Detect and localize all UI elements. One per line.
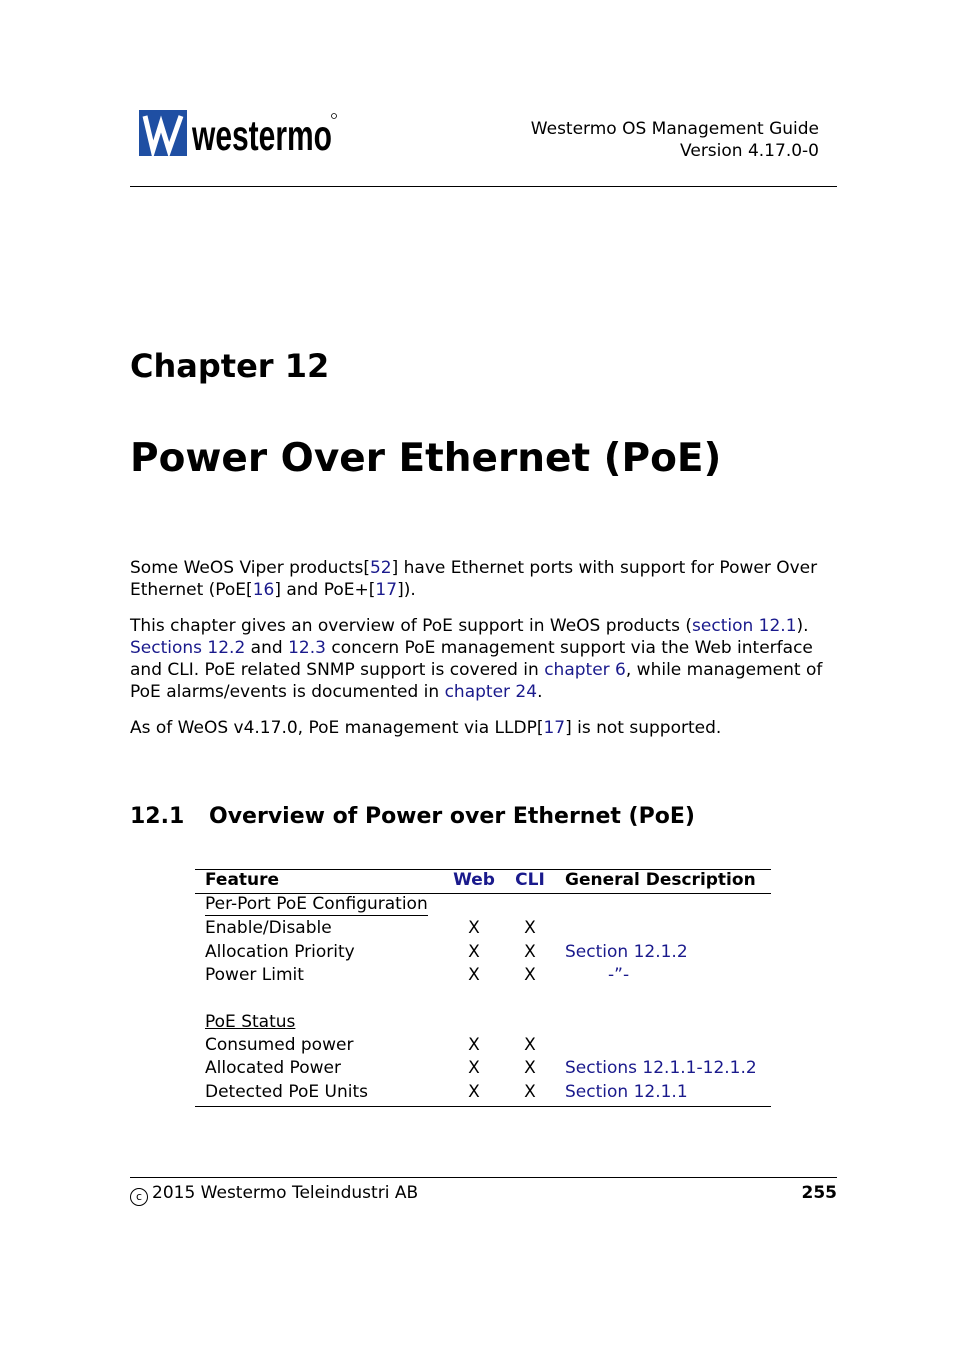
group-label-configuration: Per-Port PoE Configuration — [205, 894, 428, 914]
cli-cell: X — [524, 1082, 536, 1102]
section-heading — [130, 803, 695, 831]
guide-title: Westermo OS Management Guide — [530, 119, 819, 139]
header-web: Web — [453, 870, 495, 890]
web-cell: X — [468, 942, 480, 962]
feature-cell: Power Limit — [205, 965, 304, 985]
header-feature: Feature — [205, 870, 280, 890]
intro-paragraph-2: This chapter gives an overview of PoE support in WeOS products (section 12.1). Sections 12.2 and 12.3 concern PoE management support via the Web interface and CLI. PoE related SNMP support is covered in chapter 6, while management of PoE alarms/events is documented in chapter 24. — [130, 616, 823, 702]
intro-paragraph-3: As of WeOS v4.17.0, PoE management via LLDP[17] is not supported. — [130, 718, 722, 738]
table-row — [195, 1057, 771, 1080]
feature-cell: Consumed power — [205, 1035, 354, 1055]
cli-cell: X — [524, 1035, 536, 1055]
guide-version: Version 4.17.0-0 — [680, 141, 819, 161]
section-title: Overview of Power over Ethernet (PoE) — [209, 804, 695, 829]
chapter-label: Chapter 12 — [130, 347, 330, 385]
feature-cell: Allocation Priority — [205, 942, 355, 962]
section-link[interactable]: 12.3 — [288, 638, 326, 658]
cli-cell: X — [524, 918, 536, 938]
web-cell: X — [468, 918, 480, 938]
citation-link[interactable]: 16 — [252, 580, 275, 600]
table-row — [195, 1081, 771, 1104]
page-number: 255 — [801, 1183, 837, 1203]
group-label-status: PoE Status — [205, 1012, 296, 1032]
feature-cell: Detected PoE Units — [205, 1082, 368, 1102]
table-row — [195, 1034, 771, 1057]
description-link[interactable]: Section 12.1.1 — [565, 1082, 688, 1102]
header-divider — [130, 186, 837, 187]
web-cell: X — [468, 965, 480, 985]
cli-cell: X — [524, 965, 536, 985]
web-cell: X — [468, 1058, 480, 1078]
header-cli: CLI — [515, 870, 545, 890]
footer-copyright — [130, 1182, 418, 1206]
web-cell: X — [468, 1082, 480, 1102]
citation-link[interactable]: 17 — [375, 580, 398, 600]
westermo-logo — [139, 110, 339, 158]
web-cell: X — [468, 1035, 480, 1055]
chapter-link[interactable]: chapter 24 — [444, 682, 538, 702]
citation-link[interactable]: 52 — [369, 558, 392, 578]
description-link[interactable]: -”- — [608, 965, 630, 985]
logo-wordmark: westermo — [191, 112, 332, 160]
citation-link[interactable]: 17 — [543, 718, 566, 738]
table-group-row — [195, 1011, 771, 1034]
description-link[interactable]: Sections 12.1.1-12.1.2 — [565, 1058, 757, 1078]
cli-cell: X — [524, 1058, 536, 1078]
header-description: General Description — [565, 870, 756, 890]
feature-cell: Enable/Disable — [205, 918, 332, 938]
copyright-text: 2015 Westermo Teleindustri AB — [152, 1183, 419, 1203]
footer-divider — [130, 1177, 837, 1178]
table-header-row — [195, 869, 771, 892]
chapter-title: Power Over Ethernet (PoE) — [130, 436, 722, 481]
description-link[interactable]: Section 12.1.2 — [565, 942, 688, 962]
table-row — [195, 917, 771, 940]
section-number: 12.1 — [130, 804, 185, 829]
section-link[interactable]: section 12.1 — [692, 616, 797, 636]
feature-cell: Allocated Power — [205, 1058, 341, 1078]
table-row — [195, 964, 771, 987]
copyright-icon: c — [130, 1188, 148, 1206]
chapter-link[interactable]: chapter 6 — [544, 660, 626, 680]
cli-cell: X — [524, 942, 536, 962]
table-rule — [195, 1106, 771, 1107]
section-link[interactable]: Sections 12.2 — [130, 638, 246, 658]
table-group-row — [195, 893, 771, 916]
table-row — [195, 941, 771, 964]
running-header — [531, 118, 819, 162]
intro-paragraph-1: Some WeOS Viper products[52] have Ethernet ports with support for Power Over Ethernet (PoE[16] and PoE+[17]). — [130, 558, 818, 600]
